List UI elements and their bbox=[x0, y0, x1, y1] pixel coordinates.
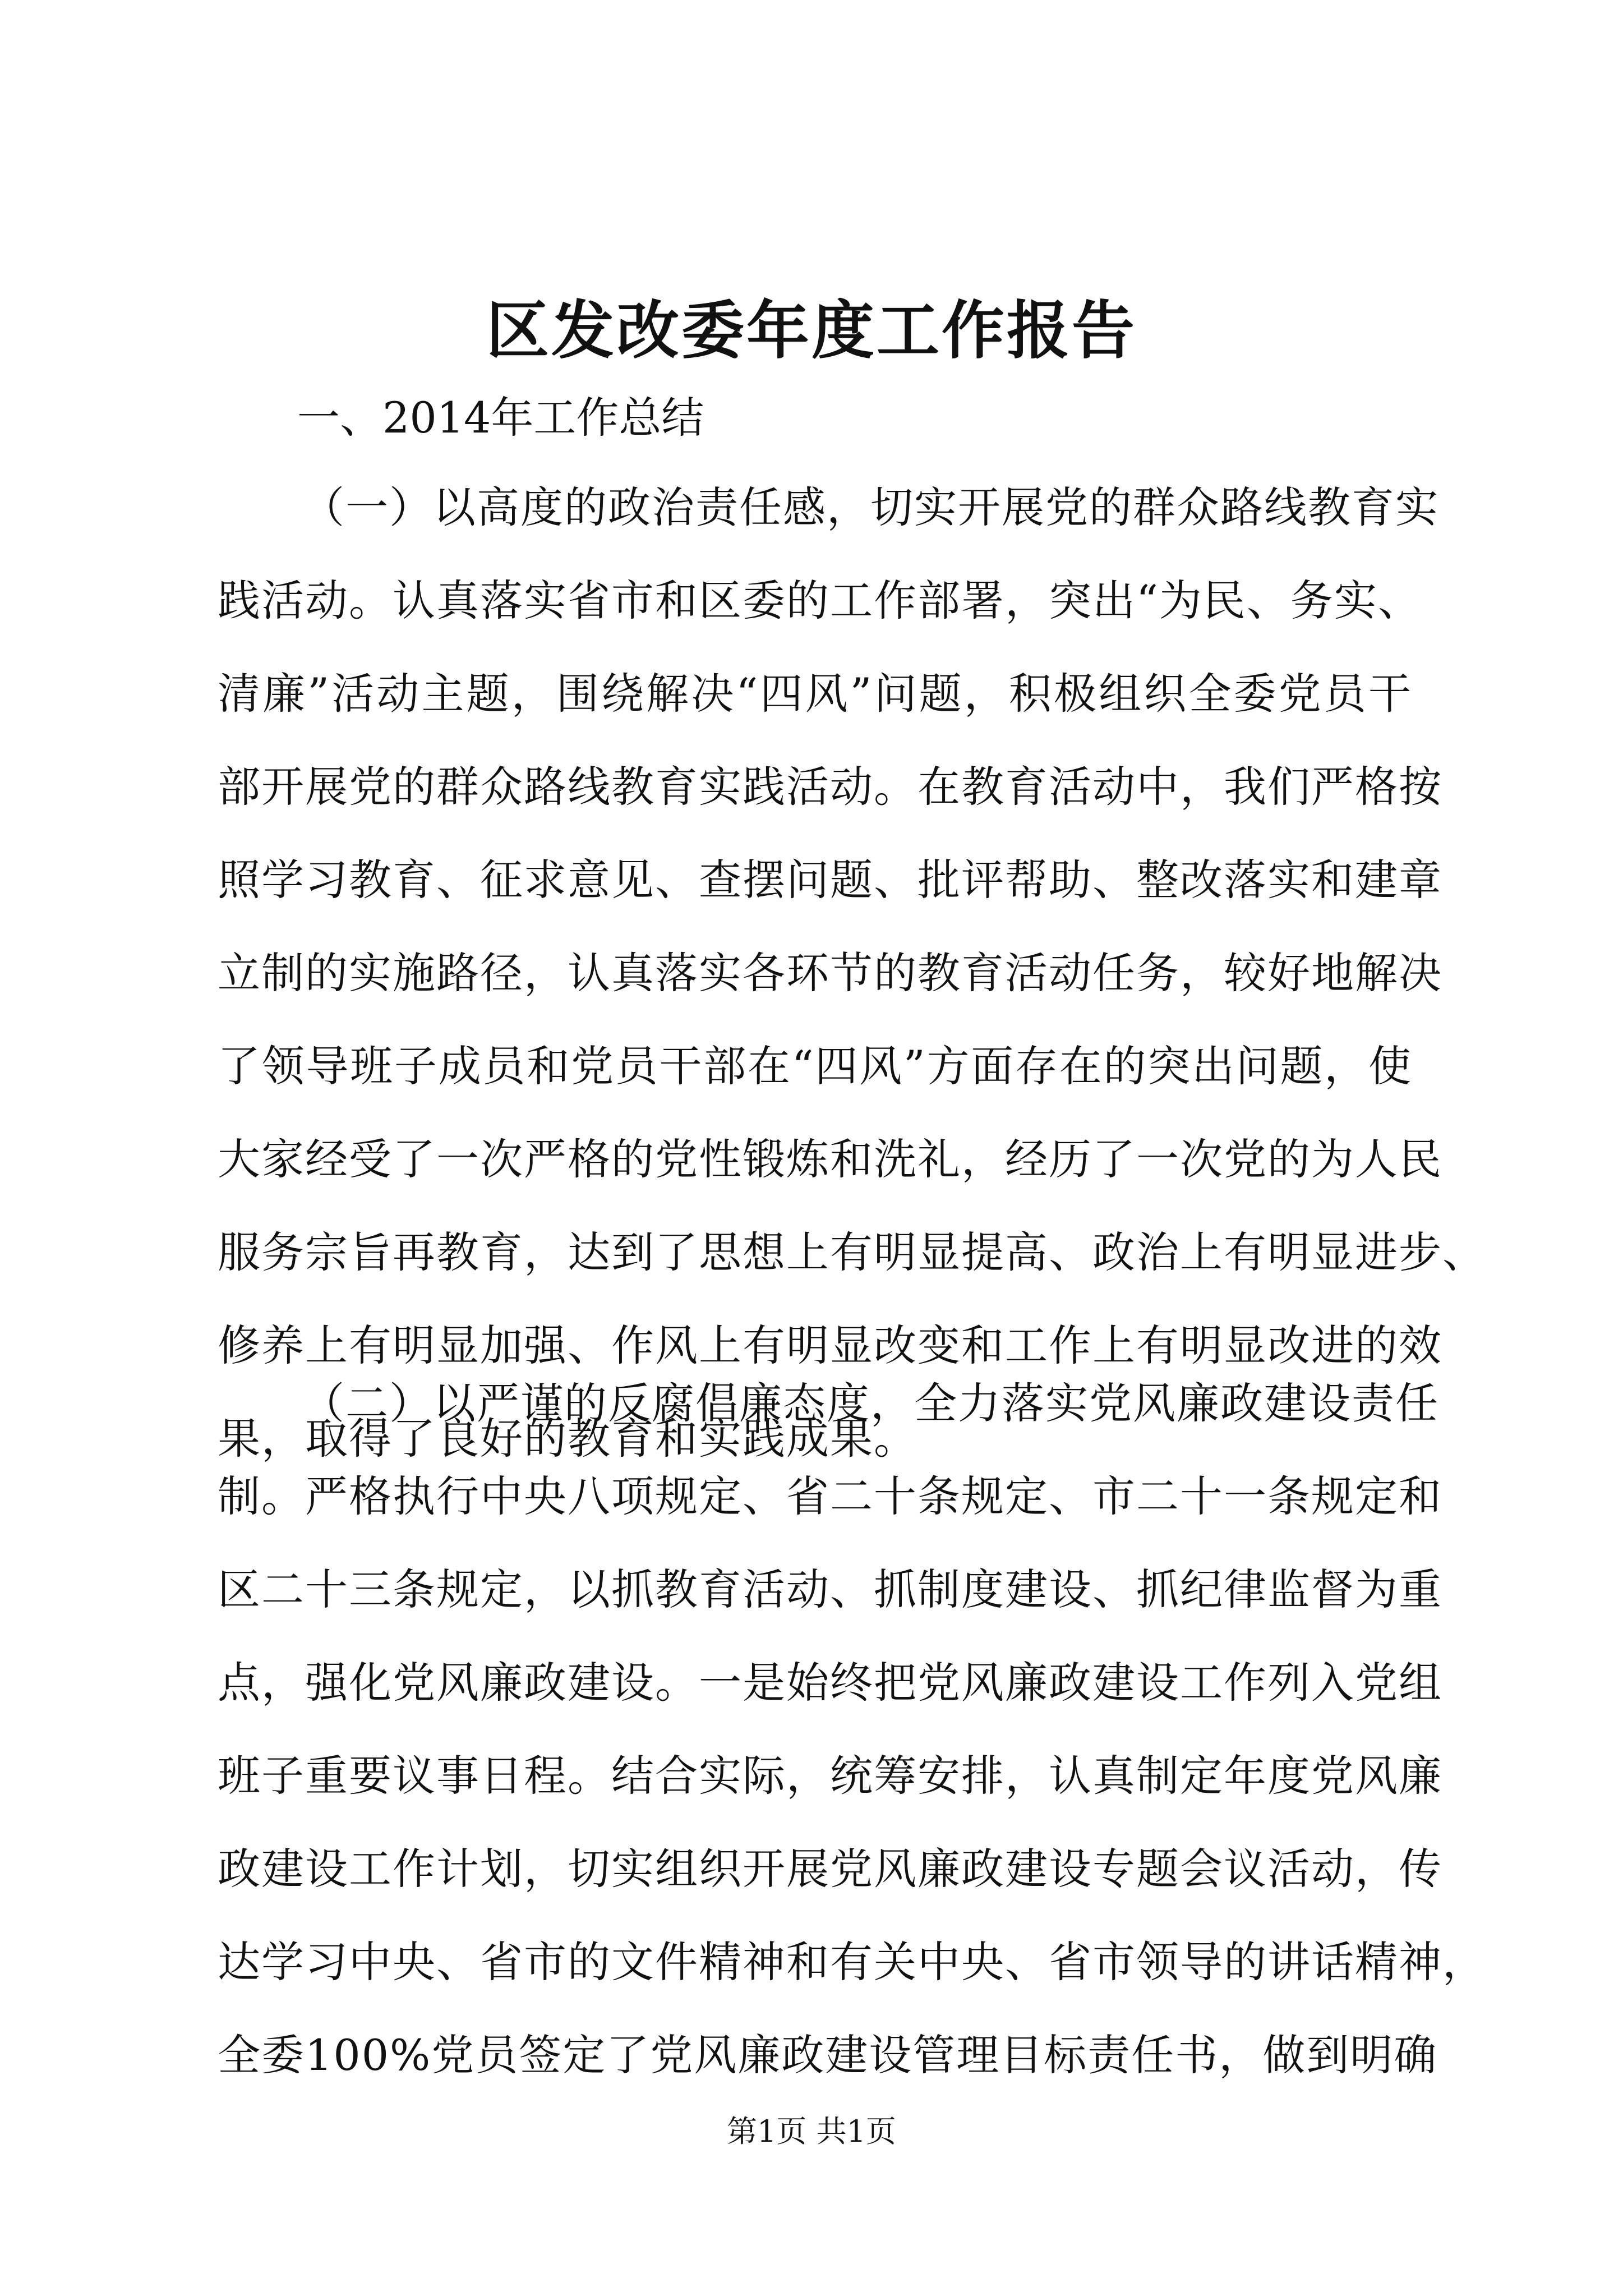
paragraph-line: （一）以高度的政治责任感，切实开展党的群众路线教育实 bbox=[302, 482, 1439, 532]
paragraph-line: 达学习中央、省市的文件精神和有关中央、省市领导的讲话精神， bbox=[218, 1937, 1486, 1987]
paragraph-line: 修养上有明显加强、作风上有明显改变和工作上有明显改进的效 bbox=[218, 1320, 1442, 1370]
page-footer: 第1页 共1页 bbox=[727, 2114, 896, 2149]
paragraph-line: 区二十三条规定，以抓教育活动、抓制度建设、抓纪律监督为重 bbox=[218, 1565, 1442, 1614]
paragraph-1 bbox=[218, 461, 1486, 1485]
paragraph-line: 践活动。认真落实省市和区委的工作部署，突出“为民、务实、 bbox=[218, 576, 1422, 625]
paragraph-line: （二）以严谨的反腐倡廉态度，全力落实党风廉政建设责任 bbox=[302, 1378, 1439, 1428]
paragraph-line: 服务宗旨再教育，达到了思想上有明显提高、政治上有明显进步、 bbox=[218, 1227, 1486, 1277]
paragraph-line: 清廉”活动主题，围绕解决“四风”问题，积极组织全委党员干 bbox=[218, 669, 1412, 719]
paragraph-2 bbox=[218, 1357, 1486, 2102]
paragraph-line: 大家经受了一次严格的党性锻炼和洗礼，经历了一次党的为人民 bbox=[218, 1134, 1442, 1184]
paragraph-line: 部开展党的群众路线教育实践活动。在教育活动中，我们严格按 bbox=[218, 762, 1442, 812]
paragraph-line: 全委100%党员签定了党风廉政建设管理目标责任书，做到明确 bbox=[218, 2030, 1438, 2080]
paragraph-line: 班子重要议事日程。结合实际，统筹安排，认真制定年度党风廉 bbox=[218, 1751, 1442, 1801]
paragraph-line: 政建设工作计划，切实组织开展党风廉政建设专题会议活动，传 bbox=[218, 1844, 1442, 1894]
section-heading: 一、2014年工作总结 bbox=[297, 393, 704, 443]
paragraph-line: 了领导班子成员和党员干部在“四风”方面存在的突出问题，使 bbox=[218, 1041, 1412, 1091]
paragraph-line: 照学习教育、征求意见、查摆问题、批评帮助、整改落实和建章 bbox=[218, 855, 1442, 905]
paragraph-line: 立制的实施路径，认真落实各环节的教育活动任务，较好地解决 bbox=[218, 948, 1442, 998]
paragraph-line: 制。严格执行中央八项规定、省二十条规定、市二十一条规定和 bbox=[218, 1471, 1442, 1521]
document-title: 区发改委年度工作报告 bbox=[486, 294, 1137, 367]
paragraph-line: 点，强化党风廉政建设。一是始终把党风廉政建设工作列入党组 bbox=[218, 1658, 1442, 1708]
paragraph-line: 果，取得了良好的教育和实践成果。 bbox=[218, 1414, 917, 1464]
